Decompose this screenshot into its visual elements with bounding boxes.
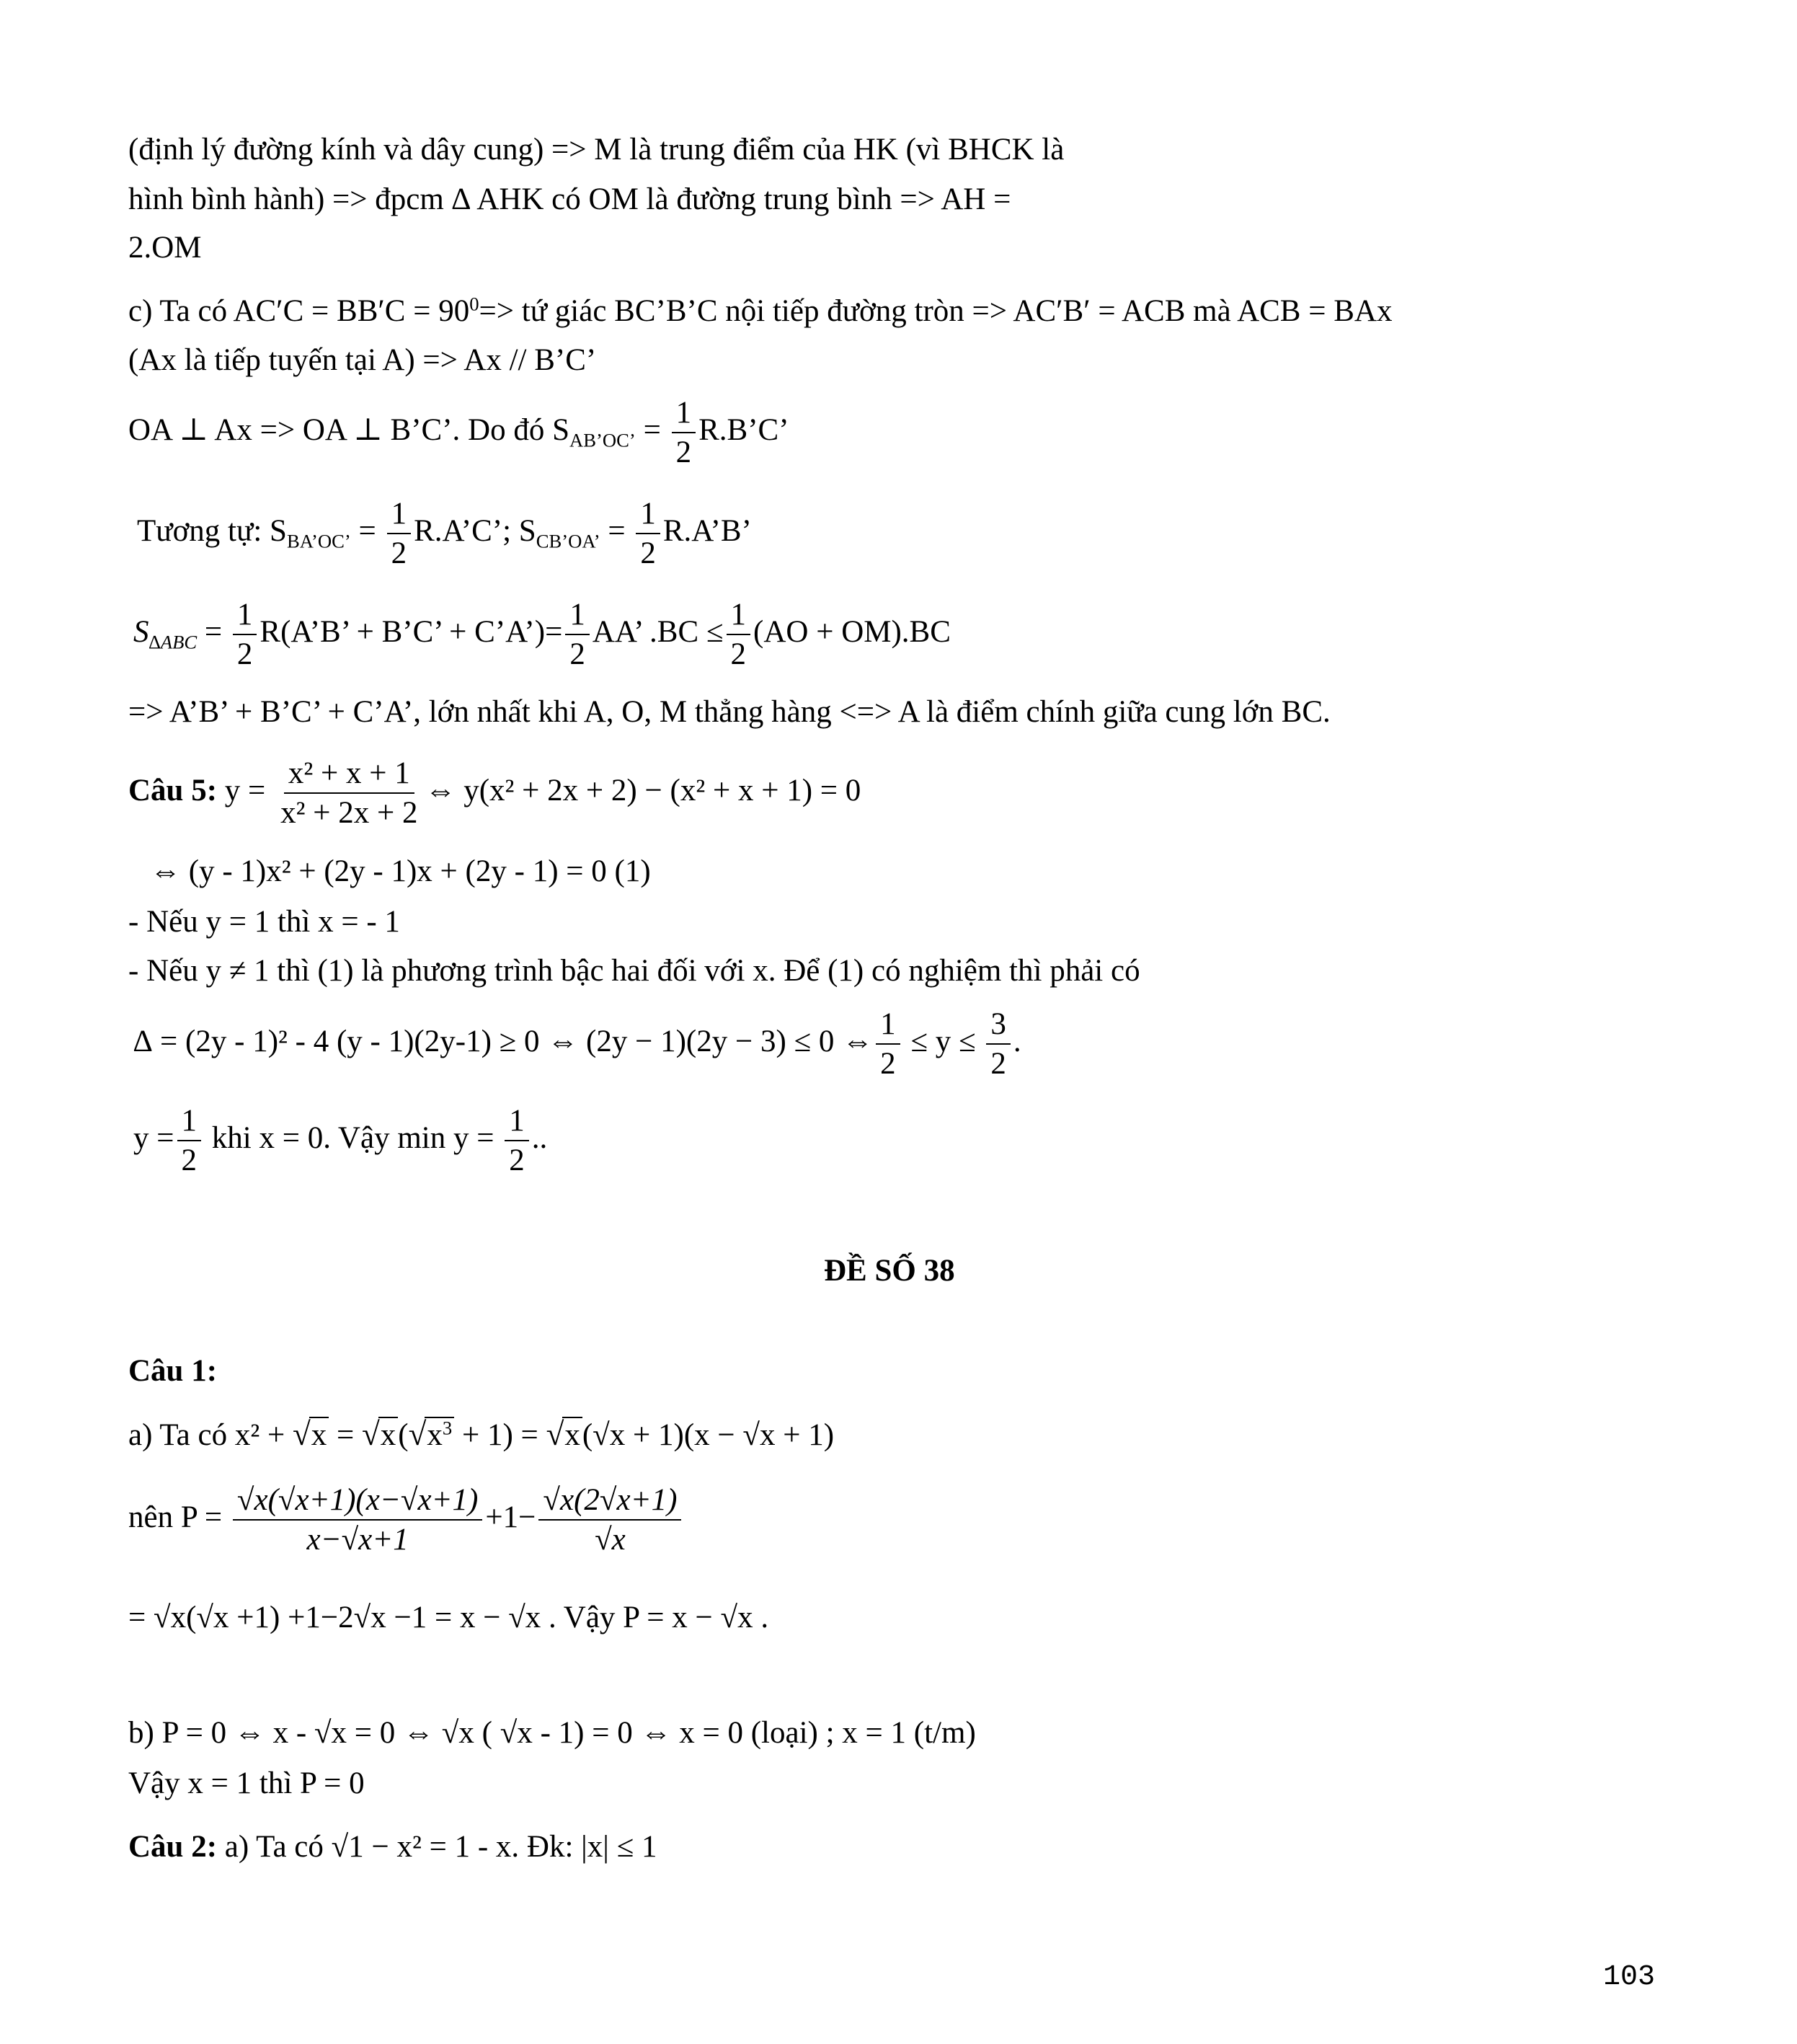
math-line: [128, 397, 789, 469]
question-label: Câu 5:: [128, 774, 218, 808]
text-fragment: =: [600, 514, 634, 549]
math-line: = √x(√x +1) +1−2√x −1 = x − √x . Vậy P = x − √x .: [128, 1601, 769, 1634]
text-line: (Ax là tiếp tuyến tại A) => Ax // B’C’: [128, 343, 597, 377]
text-fragment: R(A’B’ + B’C’ + C’A’)=: [259, 615, 563, 650]
question-label: Câu 2:: [128, 1830, 218, 1864]
fraction: $\frac{1}{2}$: [233, 598, 257, 671]
subscript: AB’OC’: [569, 429, 636, 451]
text-line: - Nếu y ≠ 1 thì (1) là phương trình bậc hai đối với x. Để (1) có nghiệm thì phải có: [128, 954, 1140, 988]
text-fragment: ..: [531, 1121, 548, 1156]
subscript: CB’OA’: [536, 530, 600, 552]
text-fragment: a) Ta có √1 − x² = 1 - x. Đk: |x| ≤ 1: [217, 1830, 657, 1864]
fraction: $\frac{1}{2}$: [727, 598, 751, 671]
text-fragment: ⇔ y(x² + 2x + 2) − (x² + x + 1) = 0: [425, 774, 861, 808]
text-fragment: ≤ y ≤: [902, 1025, 984, 1059]
section-heading: ĐỀ SỐ 38: [824, 1254, 955, 1288]
text-fragment: .: [1013, 1025, 1021, 1059]
math-line: [133, 1105, 547, 1177]
text-fragment: R.A’C’; S: [414, 514, 536, 549]
text-fragment: S: [133, 615, 149, 650]
text-line: [128, 293, 1393, 328]
text-fragment: => tứ giác BC’B’C nội tiếp đường tròn => AC′B′ = ACB mà ACB = BAx: [479, 294, 1393, 328]
math-line: [133, 1008, 1021, 1080]
text-fragment: c) Ta có AC′C = BB′C = 90: [128, 294, 470, 328]
math-line: ⇔ (y - 1)x² + (2y - 1)x + (2y - 1) = 0 (1): [150, 854, 651, 888]
text-fragment: (√x + 1)(x − √x + 1): [582, 1418, 835, 1452]
math-line: [128, 1484, 684, 1556]
text-fragment: R.A’B’: [662, 514, 752, 549]
subscript: ∆ABC: [148, 631, 198, 653]
text-fragment: AA’ .BC ≤: [592, 615, 724, 650]
text-fragment: =: [350, 514, 384, 549]
math-line: a) Ta có $x^2 + √x = √x(√x^3 + 1) = √x(√x + 1)(x - √x + 1)$: [128, 1416, 835, 1452]
fraction: $\frac{√x(2√x+1)}{√x}$: [538, 1484, 681, 1556]
subscript: BA’OC’: [286, 530, 351, 552]
text-line: Vậy x = 1 thì P = 0: [128, 1766, 365, 1800]
text-line: hình bình hành) => đpcm ∆ AHK có OM là đường trung bình => AH =: [128, 182, 1011, 216]
fraction: $\frac{\text{x² + x + 1}}{\text{x² + 2x + 2}}$: [280, 756, 418, 831]
text-fragment: a) Ta có x² +: [128, 1418, 293, 1452]
fraction: $\frac{3}{2}$: [986, 1008, 1011, 1080]
fraction: $\frac{1}{2}$: [565, 598, 590, 671]
question-label: Câu 1:: [128, 1354, 218, 1388]
math-line: [128, 757, 861, 829]
text-fragment: OA ⊥ Ax => OA ⊥ B’C’. Do đó S: [128, 413, 569, 448]
fraction: $\frac{1}{2}$: [505, 1105, 529, 1177]
text-fragment: ∆ = (2y - 1)² - 4 (y - 1)(2y-1) ≥ 0 ⇔ (2y − 1)(2y − 3) ≤ 0 ⇔: [133, 1025, 874, 1059]
fraction: $\frac{√x(√x+1)(x-√x+1)}{x-√x+1}$: [233, 1484, 482, 1556]
fraction: $\frac{1}{2}$: [387, 497, 412, 570]
text-fragment: (AO + OM).BC: [753, 615, 951, 650]
math-line: [137, 497, 752, 570]
text-line: (định lý đường kính và dây cung) => M là trung điểm của HK (vì BHCK là: [128, 133, 1065, 167]
math-line: [128, 1831, 657, 1862]
text-fragment: Tương tự: S: [137, 514, 287, 549]
fraction: $\frac{1}{2}$: [876, 1008, 900, 1080]
text-line: 2.OM: [128, 231, 202, 265]
math-line: $S_{\Delta ABC}$ = $\frac{1}{2}$ R(A’B’ + B’C’ + C’A’)= $\frac{1}{2}$ AA’ .BC ≤ $\frac{1}{2}$ (AO + OM).BC: [133, 598, 951, 672]
text-fragment: +1−: [485, 1500, 536, 1535]
fraction: $\frac{1}{2}$: [636, 497, 660, 570]
text-fragment: y =: [133, 1121, 174, 1156]
text-line: - Nếu y = 1 thì x = - 1: [128, 905, 400, 939]
math-line: b) P = 0 ⇔ x - √x = 0 ⇔ √x ( √x - 1) = 0 ⇔ x = 0 (loại) ; x = 1 (t/m): [128, 1716, 976, 1750]
fraction: $\frac{1}{2}$: [177, 1105, 202, 1177]
text-fragment: nên P =: [128, 1500, 230, 1535]
fraction: $\frac{1}{2}$: [672, 397, 696, 469]
text-fragment: =: [635, 413, 669, 448]
page-number: 103: [1603, 1961, 1656, 1994]
text-fragment: khi x = 0. Vậy min y =: [204, 1121, 502, 1156]
text-fragment: y =: [217, 774, 274, 808]
text-fragment: R.B’C’: [698, 413, 789, 448]
text-line: => A’B’ + B’C’ + C’A’, lớn nhất khi A, O, M thẳng hàng <=> A là điểm chính giữa cung lớn BC.: [128, 695, 1331, 729]
superscript: 0: [469, 293, 479, 315]
